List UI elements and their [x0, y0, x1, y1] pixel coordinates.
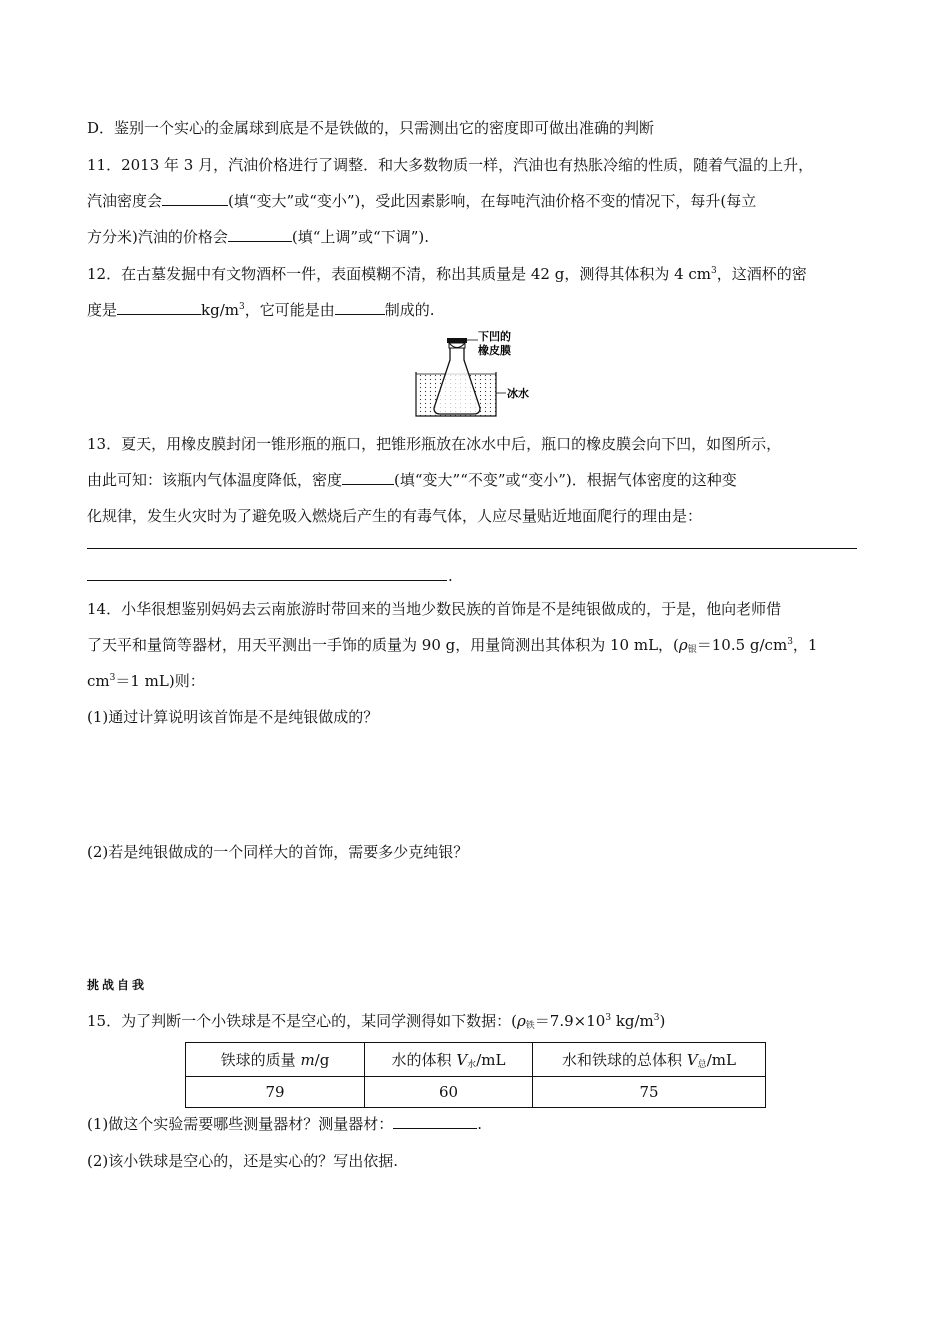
q14-sub-silver: 银: [687, 645, 697, 655]
q15-rho: ρ: [516, 1012, 526, 1030]
q13-line-1: 13．夏天，用橡皮膜封闭一锥形瓶的瓶口，把锥形瓶放在冰水中后，瓶口的橡皮膜会向下凹，如图所示，: [87, 435, 782, 453]
q15-blank-1[interactable]: [393, 1114, 477, 1129]
q15-text-1b: ＝7.9×10: [534, 1012, 606, 1030]
q14-text-2a: 了天平和量筒等器材，用天平测出一手饰的质量为 90 g，用量筒测出其体积为 10 mL，(: [87, 636, 679, 654]
q13-line-2: [87, 470, 737, 490]
cell-mass: 79: [186, 1077, 365, 1108]
q14-text-3b: ＝1 mL)则：: [115, 672, 205, 690]
q11-line-3: [87, 227, 429, 247]
q14-text-3a: cm: [87, 672, 110, 690]
q14-part-1: (1)通过计算说明该首饰是不是纯银做成的？: [87, 708, 379, 726]
q12-text-2a: 度是: [87, 301, 118, 319]
q15-sup-1: 3: [605, 1013, 612, 1023]
q14-sup-1: 3: [787, 637, 793, 647]
cell-water-volume: 60: [365, 1077, 533, 1108]
q14-sup-2: 3: [109, 673, 116, 683]
q14-line-1: 14．小华很想鉴别妈妈去云南旅游时带回来的当地少数民族的首饰是不是纯银做成的，于是，他向老师借: [87, 600, 782, 618]
q12-blank-1[interactable]: [117, 300, 201, 315]
q15-sup-2: 3: [653, 1013, 660, 1023]
q15-text-1c: kg/m: [611, 1012, 654, 1030]
q13-answer-line-2[interactable]: [87, 580, 447, 581]
q11-text-2b: (填“变大”或“变小”)，受此因素影响，在每吨汽油价格不变的情况下，每升(每立: [228, 192, 757, 210]
membrane-label-1: 下凹的: [478, 330, 511, 343]
q11-text-2a: 汽油密度会: [87, 192, 163, 210]
q13-answer-line-1[interactable]: [87, 548, 857, 549]
q14-line-2: [87, 635, 817, 655]
q11-text-3a: 方分米)汽油的价格会: [87, 228, 228, 246]
flask-diagram: [414, 330, 554, 418]
q14-text-2b: ＝10.5 g/cm: [696, 636, 788, 654]
q12-line-2: [87, 300, 435, 320]
q15-line-1: [87, 1011, 665, 1031]
q12-sup-2: 3: [238, 302, 245, 312]
flask-rim: [447, 338, 467, 343]
q12-line-1: [87, 264, 807, 284]
table-row: [186, 1077, 766, 1108]
membrane-label-2: 橡皮膜: [478, 344, 511, 357]
section-title: 挑战自我: [87, 978, 148, 992]
header-mass: 铁球的质量 m/g: [186, 1043, 365, 1077]
q12-text-2b: kg/m: [201, 301, 239, 319]
q15-text-1d: ): [659, 1012, 666, 1030]
header-total-volume: 水和铁球的总体积 $V_总/mL$: [533, 1043, 766, 1077]
q11-line-2: [87, 191, 756, 211]
q14-line-3: [87, 671, 205, 691]
q12-sup-1: 3: [711, 266, 717, 276]
q15-sub-iron: 铁: [525, 1021, 535, 1031]
q13-text-2a: 由此可知：该瓶内气体温度降低，密度: [87, 471, 343, 489]
cell-total-volume: 75: [533, 1077, 766, 1108]
q12-blank-2[interactable]: [335, 300, 385, 315]
q13-answer-end: .: [448, 567, 453, 585]
q12-text-1a: 12．在古墓发掘中有文物酒杯一件，表面模糊不清，称出其质量是 42 g，测得其体积为 4 cm: [87, 265, 712, 283]
q14-text-2c: ，1: [792, 636, 818, 654]
q14-part-2: (2)若是纯银做成的一个同样大的首饰，需要多少克纯银？: [87, 843, 469, 861]
q13-text-2b: (填“变大”“不变”或“变小”)．根据气体密度的这种变: [394, 471, 737, 489]
q15-text-1a: 15．为了判断一个小铁球是不是空心的，某同学测得如下数据：(: [87, 1012, 517, 1030]
q11-blank-1[interactable]: [162, 191, 228, 206]
q10-option-d: D．鉴别一个实心的金属球到底是不是铁做的，只需测出它的密度即可做出准确的判断: [87, 119, 655, 137]
flask-figure: [414, 330, 554, 418]
water-label: 冰水: [507, 387, 529, 400]
q11-line-1: 11．2013 年 3 月，汽油价格进行了调整．和大多数物质一样，汽油也有热胀冷缩的性质，随着气温的上升，: [87, 156, 814, 174]
q15-part-1-text: (1)做这个实验需要哪些测量器材？测量器材：: [87, 1115, 394, 1133]
rubber-membrane: [449, 343, 465, 348]
q11-text-3b: (填“上调”或“下调”).: [291, 228, 430, 246]
q12-text-1b: ，这酒杯的密: [716, 265, 807, 283]
q15-part-2: (2)该小铁球是空心的，还是实心的？写出依据.: [87, 1152, 399, 1170]
q13-line-3: 化规律，发生火灾时为了避免吸入燃烧后产生的有毒气体，人应尽量贴近地面爬行的理由是：: [87, 507, 703, 525]
header-water-volume: 水的体积 $V_水/mL$: [365, 1043, 533, 1077]
q12-text-2d: 制成的.: [384, 301, 435, 319]
table-header-row: [186, 1043, 766, 1077]
q13-blank-1[interactable]: [342, 470, 394, 485]
q15-part-1: [87, 1114, 482, 1134]
q11-blank-2[interactable]: [228, 227, 292, 242]
q14-rho: ρ: [678, 636, 688, 654]
q15-part-1-end: .: [477, 1115, 483, 1133]
q15-data-table: [185, 1042, 766, 1108]
q12-text-2c: ，它可能是由: [244, 301, 335, 319]
